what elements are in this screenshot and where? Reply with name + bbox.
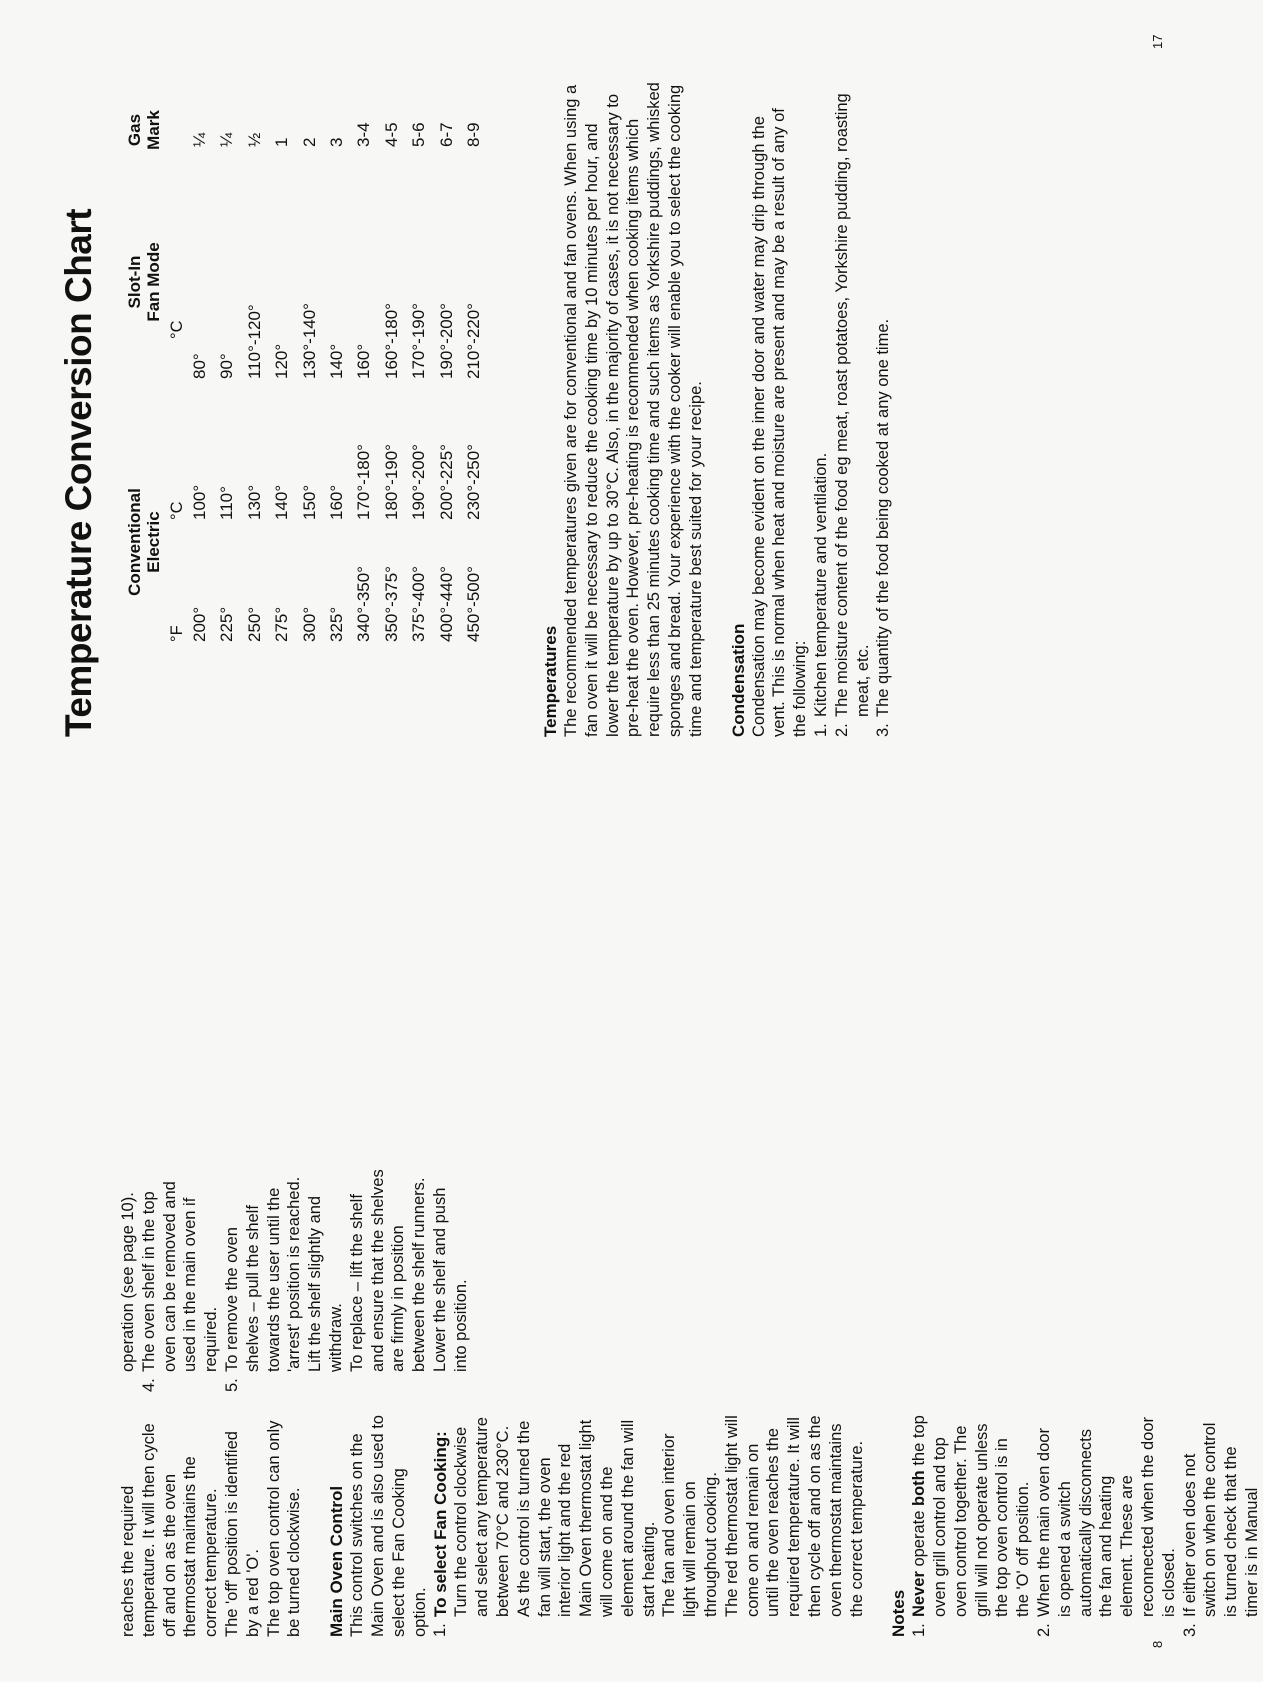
list-number: 2. bbox=[1035, 1623, 1054, 1637]
fan-cooking-paragraph: The red thermostat light will come on and remain on until the oven reaches the required temperature. It will then cycle off and on as the oven thermostat maintains the correct temperature. bbox=[722, 1415, 866, 1617]
chart-cell: 8-9 bbox=[464, 122, 483, 147]
chart-cell: 170°-190° bbox=[409, 303, 429, 379]
list-number: 4. bbox=[139, 1378, 158, 1392]
chart-cell: 340°-350° bbox=[354, 566, 374, 642]
page-number-right: 17 bbox=[1150, 34, 1165, 49]
list-text: To remove the oven shelves – pull the shelf towards the user until the 'arrest' position is reached. bbox=[222, 1176, 304, 1372]
list-text: The moisture content of the food eg meat, roast potatoes, Yorkshire pudding, roasting meat, etc. bbox=[832, 93, 872, 717]
unit-label: °C bbox=[168, 320, 186, 339]
note-text bbox=[909, 1415, 1034, 1617]
note-emphasis: Never bbox=[910, 1571, 929, 1617]
page-number-left: 8 bbox=[1150, 1640, 1165, 1648]
chart-cell: 200°-225° bbox=[436, 444, 456, 520]
header-slot-in bbox=[125, 202, 163, 362]
notes-heading: Notes bbox=[889, 1589, 909, 1637]
chart-cell: 210°-220° bbox=[464, 303, 483, 379]
list-item bbox=[222, 1167, 472, 1392]
list-number: 1. bbox=[431, 1623, 450, 1637]
fan-cooking-paragraph: The fan and oven interior light will remain on throughout cooking. bbox=[660, 1433, 720, 1617]
main-oven-heading: Main Oven Control bbox=[327, 1485, 347, 1637]
intro-paragraph: reaches the required temperature. It will then cycle off and on as the oven thermostat maintains the correct temperature. bbox=[119, 1423, 221, 1637]
left-column-2 bbox=[118, 1167, 472, 1392]
temperatures-section bbox=[540, 82, 894, 737]
chart-cell: 110°-120° bbox=[244, 304, 264, 379]
list-number: 3. bbox=[874, 723, 893, 737]
chart-cell: 3 bbox=[327, 137, 346, 147]
header-line: Slot-In bbox=[125, 255, 144, 309]
continuation-text: operation (see page 10). bbox=[119, 1192, 137, 1372]
chart-cell: 250° bbox=[244, 606, 264, 642]
list-text: The quantity of the food being cooked at any one time. bbox=[874, 318, 893, 717]
list-number: 5. bbox=[222, 1378, 241, 1392]
chart-cell: 450°-500° bbox=[464, 566, 483, 642]
list-number: 2. bbox=[832, 723, 851, 737]
chart-cell: 170°-180° bbox=[354, 444, 374, 520]
chart-cell: 100° bbox=[190, 484, 209, 520]
fan-cooking-paragraph: Turn the control clockwise and select any temperature between 70°C and 230°C. bbox=[452, 1417, 512, 1617]
unit-label: °C bbox=[168, 501, 186, 520]
chart-cell: ¼ bbox=[190, 132, 209, 147]
main-oven-text: This control switches on the Main Oven and is also used to select the Fan Cooking option. bbox=[348, 1415, 429, 1637]
note-item bbox=[1034, 1415, 1180, 1637]
list-number: 1. bbox=[910, 1623, 929, 1637]
header-line: Gas bbox=[125, 113, 144, 147]
header-gas-mark bbox=[125, 100, 163, 160]
shelf-paragraph: Lift the shelf slightly and withdraw. bbox=[306, 1195, 345, 1372]
header-line: Mark bbox=[144, 110, 163, 150]
note-text-part: the top oven grill control and top oven control together. The grill will not operate unless the top oven control is in the 'O' off position. bbox=[910, 1415, 1033, 1617]
intro-paragraph: The 'off' position is identified by a red 'O'. bbox=[222, 1431, 262, 1637]
note-item bbox=[909, 1415, 1034, 1637]
note-text-part: operate bbox=[910, 1505, 929, 1572]
list-number: 3. bbox=[1180, 1623, 1199, 1637]
chart-cell: 160° bbox=[327, 484, 346, 520]
chart-cell: 1 bbox=[272, 137, 292, 147]
chart-cell: 3-4 bbox=[354, 122, 374, 147]
chart-cell: 400°-440° bbox=[436, 566, 456, 642]
chart-cell: 140° bbox=[272, 484, 292, 520]
chart-cell: 80° bbox=[190, 353, 209, 379]
left-column-1 bbox=[118, 1415, 1263, 1637]
chart-cell: 130°-140° bbox=[299, 303, 319, 379]
chart-cell: 190°-200° bbox=[436, 303, 456, 379]
chart-cell: 190°-200° bbox=[409, 444, 429, 520]
chart-cell: 120° bbox=[272, 343, 292, 379]
fan-cooking-paragraph: As the control is turned the fan will start, the oven interior light and the red Main Oven thermostat light will come on and the element around the fan will start heating. bbox=[514, 1419, 658, 1617]
header-line: Electric bbox=[144, 511, 163, 573]
chart-cell: 6-7 bbox=[436, 122, 456, 147]
temperatures-heading: Temperatures bbox=[541, 625, 560, 737]
note-emphasis: both bbox=[910, 1470, 929, 1506]
header-conventional bbox=[125, 442, 163, 642]
chart-title: Temperature Conversion Chart bbox=[58, 208, 99, 737]
header-line: Fan Mode bbox=[144, 242, 163, 322]
condensation-text: Condensation may become evident on the inner door and water may drip through the vent. This is normal when heat and moisture are present and may be a result of any of the following: bbox=[749, 108, 810, 737]
chart-cell: 4-5 bbox=[381, 122, 401, 147]
fan-cooking-heading: To select Fan Cooking: bbox=[431, 1431, 451, 1617]
condensation-item bbox=[832, 82, 874, 737]
chart-cell: 200° bbox=[190, 606, 209, 642]
chart-cell: ½ bbox=[244, 132, 264, 147]
temperatures-text: The recommended temperatures given are for conventional and fan ovens. When using a fan oven it will be necessary to reduce the cooking time by 10 minutes per hour, and lower the temperature by up to 30°C. Also, in the majority of cases, it is not necessary to pre-heat the oven. However, pre-heating is recommended when cooking items which require less than 25 minutes cooking time and such items as Yorkshire puddings, whisked sponges and bread. Your experience with the cooker will enable you to select the cooking time and temperature best suited for your recipe. bbox=[562, 82, 705, 737]
chart-cell: 90° bbox=[217, 353, 237, 379]
chart-cell: 325° bbox=[327, 606, 346, 642]
note-item bbox=[1180, 1415, 1263, 1637]
chart-cell: 275° bbox=[272, 606, 292, 642]
chart-cell: 2 bbox=[299, 137, 319, 147]
chart-cell: 160° bbox=[354, 343, 374, 379]
chart-cell: 130° bbox=[244, 484, 264, 520]
list-text: The oven shelf in the top oven can be removed and used in the main oven if required. bbox=[139, 1181, 221, 1372]
condensation-item bbox=[811, 82, 832, 737]
chart-cell: 180°-190° bbox=[381, 444, 401, 520]
unit-label: °F bbox=[168, 625, 186, 642]
chart-cell: 160°-180° bbox=[381, 303, 401, 379]
shelf-paragraph: To replace – lift the shelf and ensure that the shelves are firmly in position between the shelf runners. Lower the shelf and push into position. bbox=[347, 1169, 470, 1372]
header-line: Conventional bbox=[125, 488, 144, 596]
chart-cell: 375°-400° bbox=[409, 566, 429, 642]
chart-cell: 230°-250° bbox=[464, 444, 483, 520]
condensation-heading: Condensation bbox=[728, 623, 748, 737]
chart-cell: 300° bbox=[299, 606, 319, 642]
list-item bbox=[139, 1167, 222, 1392]
chart-cell: 140° bbox=[327, 343, 346, 379]
fan-cooking-item bbox=[430, 1415, 867, 1637]
list-text: Kitchen temperature and ventilation. bbox=[811, 452, 830, 717]
list-number: 1. bbox=[811, 723, 830, 737]
condensation-item bbox=[873, 82, 894, 737]
chart-cell: 225° bbox=[217, 606, 237, 642]
note-text: When the main oven door is opened a switch automatically disconnects the fan and heating element. These are reconnected when the door is closed. bbox=[1035, 1417, 1178, 1617]
intro-paragraph: The top oven control can only be turned clockwise. bbox=[264, 1420, 304, 1637]
note-text: If either oven does not switch on when the control is turned check that the timer is in Manual bbox=[1180, 1422, 1262, 1617]
chart-cell: 150° bbox=[299, 484, 319, 520]
chart-cell: ¼ bbox=[217, 132, 237, 147]
chart-cell: 110° bbox=[217, 486, 237, 520]
chart-cell: 5-6 bbox=[409, 122, 429, 147]
chart-cell: 350°-375° bbox=[381, 566, 401, 642]
